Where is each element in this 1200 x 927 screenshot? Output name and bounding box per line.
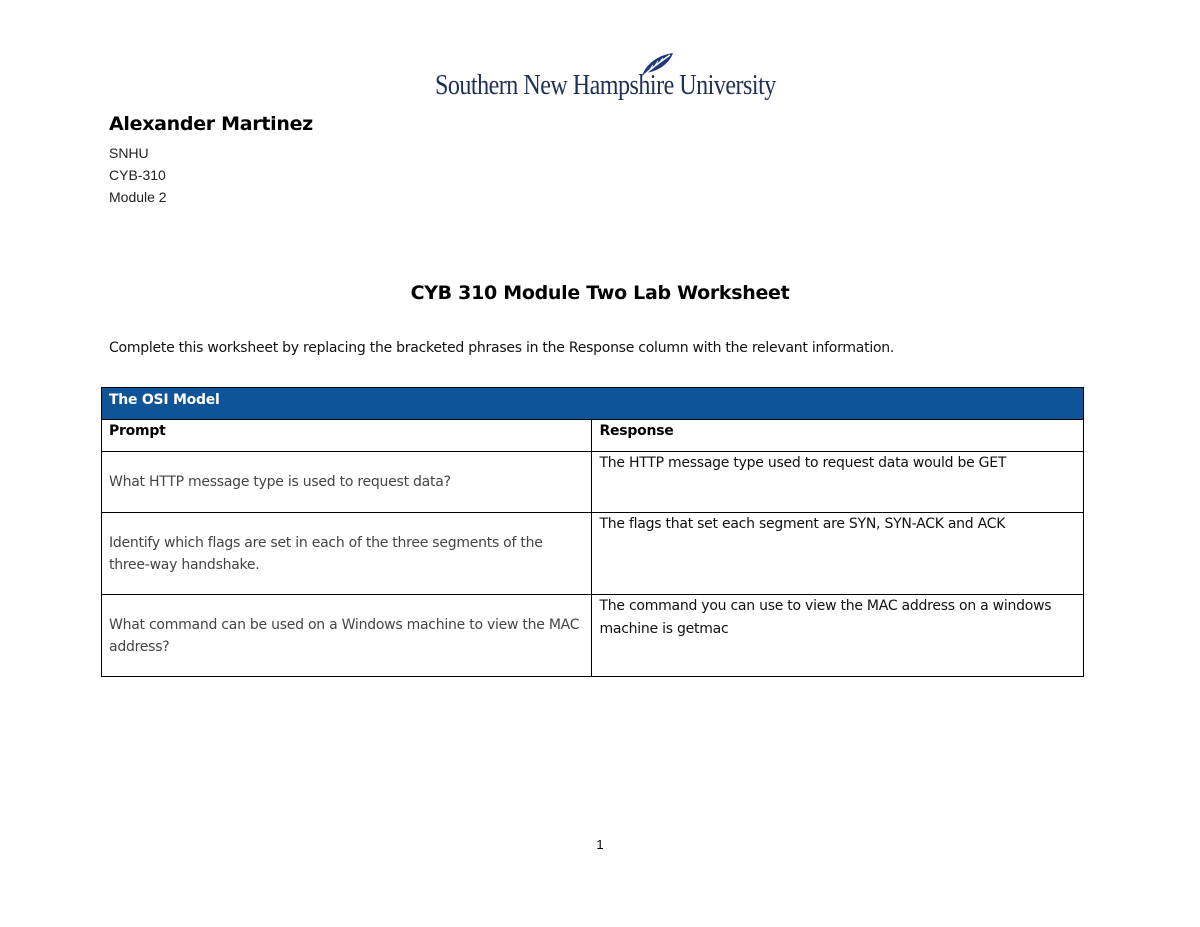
response-column-header: Response: [592, 420, 1084, 452]
institution-label: SNHU: [109, 145, 149, 161]
prompt-cell: What HTTP message type is used to request data?: [102, 452, 592, 513]
logo-wordmark: Southern New Hampshire University: [435, 70, 776, 101]
instructions-text: Complete this worksheet by replacing the bracketed phrases in the Response column with the relevant information.: [109, 340, 895, 356]
page-number: 1: [596, 837, 604, 852]
table-column-headers: [102, 420, 1084, 452]
document-title: CYB 310 Module Two Lab Worksheet: [410, 282, 790, 304]
prompt-column-header: Prompt: [102, 420, 592, 452]
response-cell[interactable]: The HTTP message type used to request data would be GET: [592, 452, 1084, 513]
table-row: [102, 513, 1084, 595]
prompt-cell: What command can be used on a Windows machine to view the MAC address?: [102, 595, 592, 677]
course-code: CYB-310: [109, 167, 166, 183]
table-row: [102, 595, 1084, 677]
prompt-cell: Identify which flags are set in each of the three segments of the three-way handshake.: [102, 513, 592, 595]
university-logo: [435, 52, 775, 108]
response-cell[interactable]: The command you can use to view the MAC address on a windows machine is getmac: [592, 595, 1084, 677]
response-cell[interactable]: The flags that set each segment are SYN, SYN-ACK and ACK: [592, 513, 1084, 595]
module-label: Module 2: [109, 189, 167, 205]
osi-model-table: [101, 387, 1084, 677]
author-name: Alexander Martinez: [109, 113, 313, 135]
section-title: The OSI Model: [102, 388, 1084, 420]
leaf-icon: [640, 52, 674, 78]
table-section-header: [102, 388, 1084, 420]
table-row: [102, 452, 1084, 513]
